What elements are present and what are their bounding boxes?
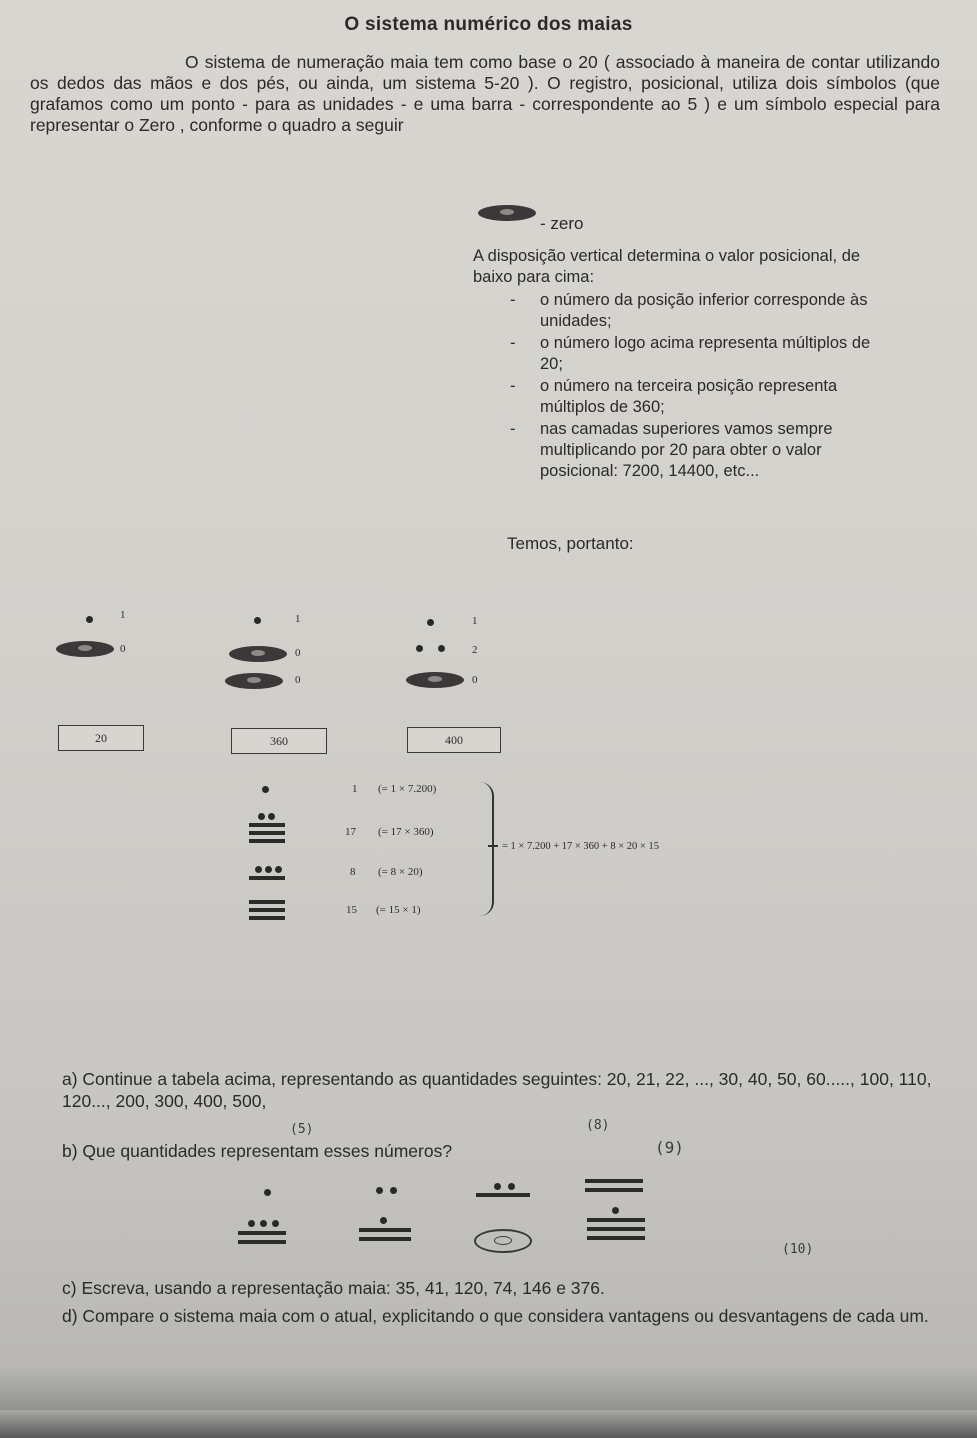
- row-note: (= 15 × 1): [376, 904, 421, 916]
- row-note: (= 17 × 360): [378, 826, 434, 838]
- dot-icon: [427, 619, 434, 626]
- dot-icon: [268, 813, 275, 820]
- dot-icon: [438, 645, 445, 652]
- bar-icon: [359, 1228, 411, 1232]
- dot-icon: [86, 616, 93, 623]
- temos-label: Temos, portanto:: [507, 534, 634, 553]
- digit-label: 8: [350, 866, 356, 878]
- dot-icon: [275, 866, 282, 873]
- question-b: b) Que quantidades representam esses números?: [62, 1141, 453, 1161]
- list-item: - nas camadas superiores vamos sempre multiplicando por 20 para obter o valor posicional: 7200, 14400, etc...: [473, 419, 873, 482]
- digit-label: 0: [295, 674, 301, 686]
- dot-icon: [255, 866, 262, 873]
- bar-icon: [249, 876, 285, 880]
- bar-icon: [238, 1240, 286, 1244]
- mayan-zero-icon: [406, 672, 464, 688]
- bar-icon: [249, 823, 285, 827]
- bar-icon: [587, 1236, 645, 1240]
- bar-icon: [587, 1227, 645, 1231]
- question-d: d) Compare o sistema maia com o atual, explicitando o que considera vantagens ou desvantagens de cada um.: [62, 1306, 929, 1326]
- dot-icon: [260, 1220, 267, 1227]
- sum-expression: = 1 × 7.200 + 17 × 360 + 8 × 20 × 15: [502, 841, 659, 852]
- bar-icon: [249, 839, 285, 843]
- digit-label: 1: [120, 609, 126, 621]
- bar-icon: [476, 1193, 530, 1197]
- intro-text: O sistema de numeração maia tem como base o 20 ( associado à maneira de contar utilizando os dedos das mãos e dos pés, ou ainda, um sistema 5-20 ). O registro, posicional, utiliza dois símbolos (que grafamos como um ponto - para as unidades - e uma barra - correspondente ao 5 ) e um símbolo especial para representar o Zero , conforme o quadro a seguir: [30, 52, 940, 135]
- question-c: c) Escreva, usando a representação maia: 35, 41, 120, 74, 146 e 376.: [62, 1278, 605, 1298]
- dot-icon: [262, 786, 269, 793]
- mayan-zero-icon: [229, 646, 287, 662]
- dot-icon: [254, 617, 261, 624]
- row-note: (= 1 × 7.200): [378, 783, 437, 795]
- bar-icon: [238, 1231, 286, 1235]
- handwritten-note: (5): [290, 1122, 314, 1137]
- digit-label: 1: [352, 783, 358, 795]
- list-item: - o número da posição inferior corresponde às unidades;: [473, 290, 873, 332]
- digit-label: 0: [472, 674, 478, 686]
- dot-icon: [508, 1183, 515, 1190]
- handwritten-note: (9): [655, 1138, 684, 1157]
- dot-icon: [494, 1183, 501, 1190]
- bar-icon: [585, 1188, 643, 1192]
- mayan-zero-outline-icon: [474, 1229, 532, 1253]
- page-title: O sistema numérico dos maias: [344, 14, 633, 35]
- handwritten-note: (8): [586, 1118, 610, 1133]
- digit-label: 17: [345, 826, 356, 838]
- value-box: 20: [58, 725, 144, 751]
- digit-label: 2: [472, 644, 478, 656]
- bar-icon: [585, 1179, 643, 1183]
- dot-icon: [248, 1220, 255, 1227]
- digit-label: 1: [472, 615, 478, 627]
- bar-icon: [249, 900, 285, 904]
- brace-tip: [488, 845, 498, 847]
- handwritten-note: (10): [782, 1242, 814, 1257]
- side-list: [473, 290, 873, 482]
- dot-icon: [264, 1189, 271, 1196]
- bar-icon: [249, 831, 285, 835]
- mayan-zero-icon: [478, 205, 536, 221]
- dot-icon: [416, 645, 423, 652]
- page-edge-shadow: [0, 1410, 977, 1438]
- question-a: a) Continue a tabela acima, representando as quantidades seguintes: 20, 21, 22, ..., 30, 40, 50, 60....., 100, 110, 120..., 200, 300, 400, 500,: [62, 1069, 932, 1111]
- side-intro: A disposição vertical determina o valor posicional, de baixo para cima:: [473, 247, 861, 286]
- mayan-zero-icon: [225, 673, 283, 689]
- bar-icon: [249, 908, 285, 912]
- dot-icon: [612, 1207, 619, 1214]
- positional-explanation: [473, 246, 873, 483]
- brace-icon: [476, 782, 494, 916]
- dot-icon: [376, 1187, 383, 1194]
- dot-icon: [380, 1217, 387, 1224]
- dot-icon: [258, 813, 265, 820]
- value-box: 400: [407, 727, 501, 753]
- dot-icon: [390, 1187, 397, 1194]
- mayan-zero-icon: [56, 641, 114, 657]
- list-item: - o número logo acima representa múltiplos de 20;: [473, 333, 873, 375]
- digit-label: 1: [295, 613, 301, 625]
- row-note: (= 8 × 20): [378, 866, 423, 878]
- value-box: 360: [231, 728, 327, 754]
- digit-label: 0: [295, 647, 301, 659]
- list-item: - o número na terceira posição representa múltiplos de 360;: [473, 376, 873, 418]
- digit-label: 15: [346, 904, 357, 916]
- dot-icon: [272, 1220, 279, 1227]
- bar-icon: [587, 1218, 645, 1222]
- bar-icon: [249, 916, 285, 920]
- intro-paragraph: [30, 52, 940, 136]
- dot-icon: [265, 866, 272, 873]
- bar-icon: [359, 1237, 411, 1241]
- digit-label: 0: [120, 643, 126, 655]
- zero-label: - zero: [540, 214, 584, 233]
